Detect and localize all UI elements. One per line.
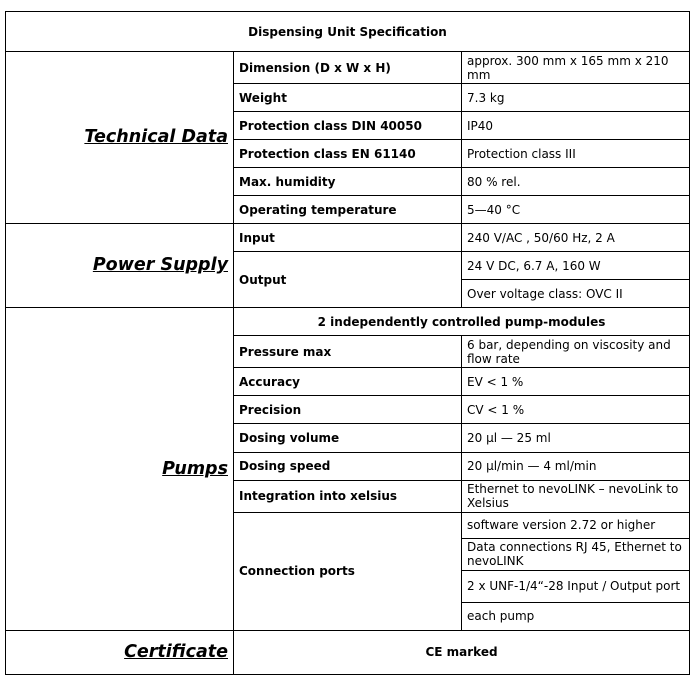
value-output-2: Over voltage class: OVC II [462,280,690,308]
value-operating-temperature: 5—40 °C [462,196,690,224]
value-precision: CV < 1 % [462,396,690,424]
property-max-humidity: Max. humidity [234,168,462,196]
section-power-supply-label: Power Supply [92,255,228,276]
value-protection-en: Protection class III [462,140,690,168]
section-technical-data-label: Technical Data [84,127,228,148]
property-weight: Weight [234,84,462,112]
value-input: 240 V/AC , 50/60 Hz, 2 A [462,224,690,252]
spec-table [5,11,690,675]
value-dosing-speed: 20 µl/min — 4 ml/min [462,452,690,480]
pumps-header: 2 independently controlled pump-modules [234,308,690,336]
value-weight: 7.3 kg [462,84,690,112]
property-protection-din: Protection class DIN 40050 [234,112,462,140]
property-pressure-max: Pressure max [234,336,462,368]
value-connection-port-2: Data connections RJ 45, Ethernet to nevoLINK [462,538,690,570]
value-pressure-max: 6 bar, depending on viscosity and flow rate [462,336,690,368]
value-output-1: 24 V DC, 6.7 A, 160 W [462,252,690,280]
property-protection-en: Protection class EN 61140 [234,140,462,168]
property-integration: Integration into xelsius [234,480,462,512]
property-dimension: Dimension (D x W x H) [234,52,462,84]
section-certificate-label: Certificate [124,641,228,662]
value-connection-port-4: each pump [462,602,690,630]
property-precision: Precision [234,396,462,424]
value-connection-port-3: 2 x UNF-1/4“-28 Input / Output port [462,570,690,602]
section-pumps-label: Pumps [162,458,228,479]
section-pumps [6,308,234,630]
value-protection-din: IP40 [462,112,690,140]
section-power-supply [6,224,234,308]
property-input: Input [234,224,462,252]
value-connection-port-1: software version 2.72 or higher [462,512,690,538]
property-connection-ports: Connection ports [234,512,462,630]
value-dimension: approx. 300 mm x 165 mm x 210 mm [462,52,690,84]
value-dosing-volume: 20 µl — 25 ml [462,424,690,452]
section-certificate [6,630,234,674]
property-accuracy: Accuracy [234,368,462,396]
property-dosing-volume: Dosing volume [234,424,462,452]
page-title: Dispensing Unit Specification [6,12,690,52]
value-accuracy: EV < 1 % [462,368,690,396]
property-output: Output [234,252,462,308]
property-operating-temperature: Operating temperature [234,196,462,224]
section-technical-data [6,52,234,224]
value-certificate: CE marked [234,630,690,674]
value-integration: Ethernet to nevoLINK – nevoLink to Xelsius [462,480,690,512]
property-dosing-speed: Dosing speed [234,452,462,480]
value-max-humidity: 80 % rel. [462,168,690,196]
